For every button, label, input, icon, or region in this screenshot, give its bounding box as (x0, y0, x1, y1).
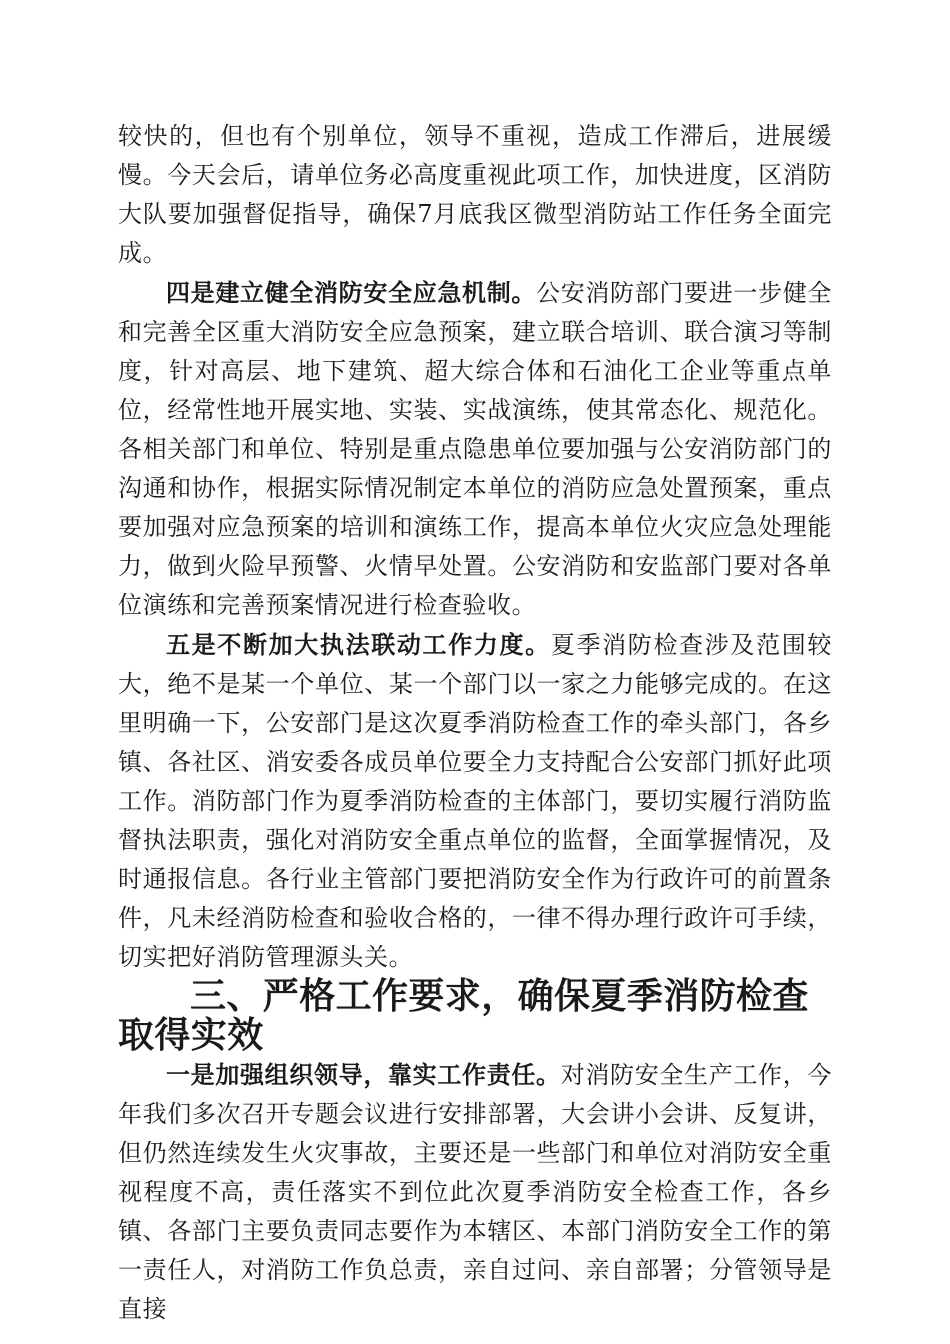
paragraph-2-lead: 四是建立健全消防安全应急机制。 (166, 278, 537, 307)
document-page (118, 116, 832, 1329)
paragraph-3 (118, 625, 832, 977)
paragraph-2-text: 公安消防部门要进一步健全和完善全区重大消防安全应急预案，建立联合培训、联合演习等制度，针对高层、地下建筑、超大综合体和石油化工企业等重点单位，经常性地开展实地、实装、实战演练，使其常态化、规范化。各相关部门和单位、特别是重点隐患单位要加强与公安消防部门的沟通和协作，根据实际情况制定本单位的消防应急处置预案，重点要加强对应急预案的培训和演练工作，提高本单位火灾应急处理能力，做到火险早预警、火情早处置。公安消防和安监部门要对各单位演练和完善预案情况进行检查验收。 (118, 279, 833, 619)
section-heading: 三、严格工作要求，确保夏季消防检查取得实效 (118, 976, 809, 1056)
paragraph-4-lead: 一是加强组织领导，靠实工作责任。 (166, 1060, 561, 1089)
paragraph-4-text: 对消防安全生产工作，今年我们多次召开专题会议进行安排部署，大会讲小会讲、反复讲，但仍然连续发生火灾事故，主要还是一些部门和单位对消防安全重视程度不高，责任落实不到位此次夏季消防安全检查工作，各乡镇、各部门主要负责同志要作为本辖区、本部门消防安全工作的第一责任人，对消防工作负总责，亲自过问、亲自部署；分管领导是直接 (118, 1061, 832, 1323)
paragraph-1 (118, 116, 832, 273)
paragraph-3-text: 夏季消防检查涉及范围较大，绝不是某一个单位、某一个部门以一家之力能够完成的。在这里明确一下，公安部门是这次夏季消防检查工作的牵头部门，各乡镇、各社区、消安委各成员单位要全力支持配合公安部门抓好此项工作。消防部门作为夏季消防检查的主体部门，要切实履行消防监督执法职责，强化对消防安全重点单位的监督，全面掌握情况，及时通报信息。各行业主管部门要把消防安全作为行政许可的前置条件，凡未经消防检查和验收合格的，一律不得办理行政许可手续，切实把好消防管理源头关。 (118, 631, 832, 971)
paragraph-2 (118, 273, 832, 625)
paragraph-3-lead: 五是不断加大执法联动工作力度。 (166, 630, 551, 659)
paragraph-4 (118, 1055, 832, 1329)
paragraph-1-text: 较快的，但也有个别单位，领导不重视，造成工作滞后，进展缓慢。今天会后，请单位务必高度重视此项工作，加快进度，区消防大队要加强督促指导，确保7月底我区微型消防站工作任务全面完成。 (118, 122, 832, 267)
